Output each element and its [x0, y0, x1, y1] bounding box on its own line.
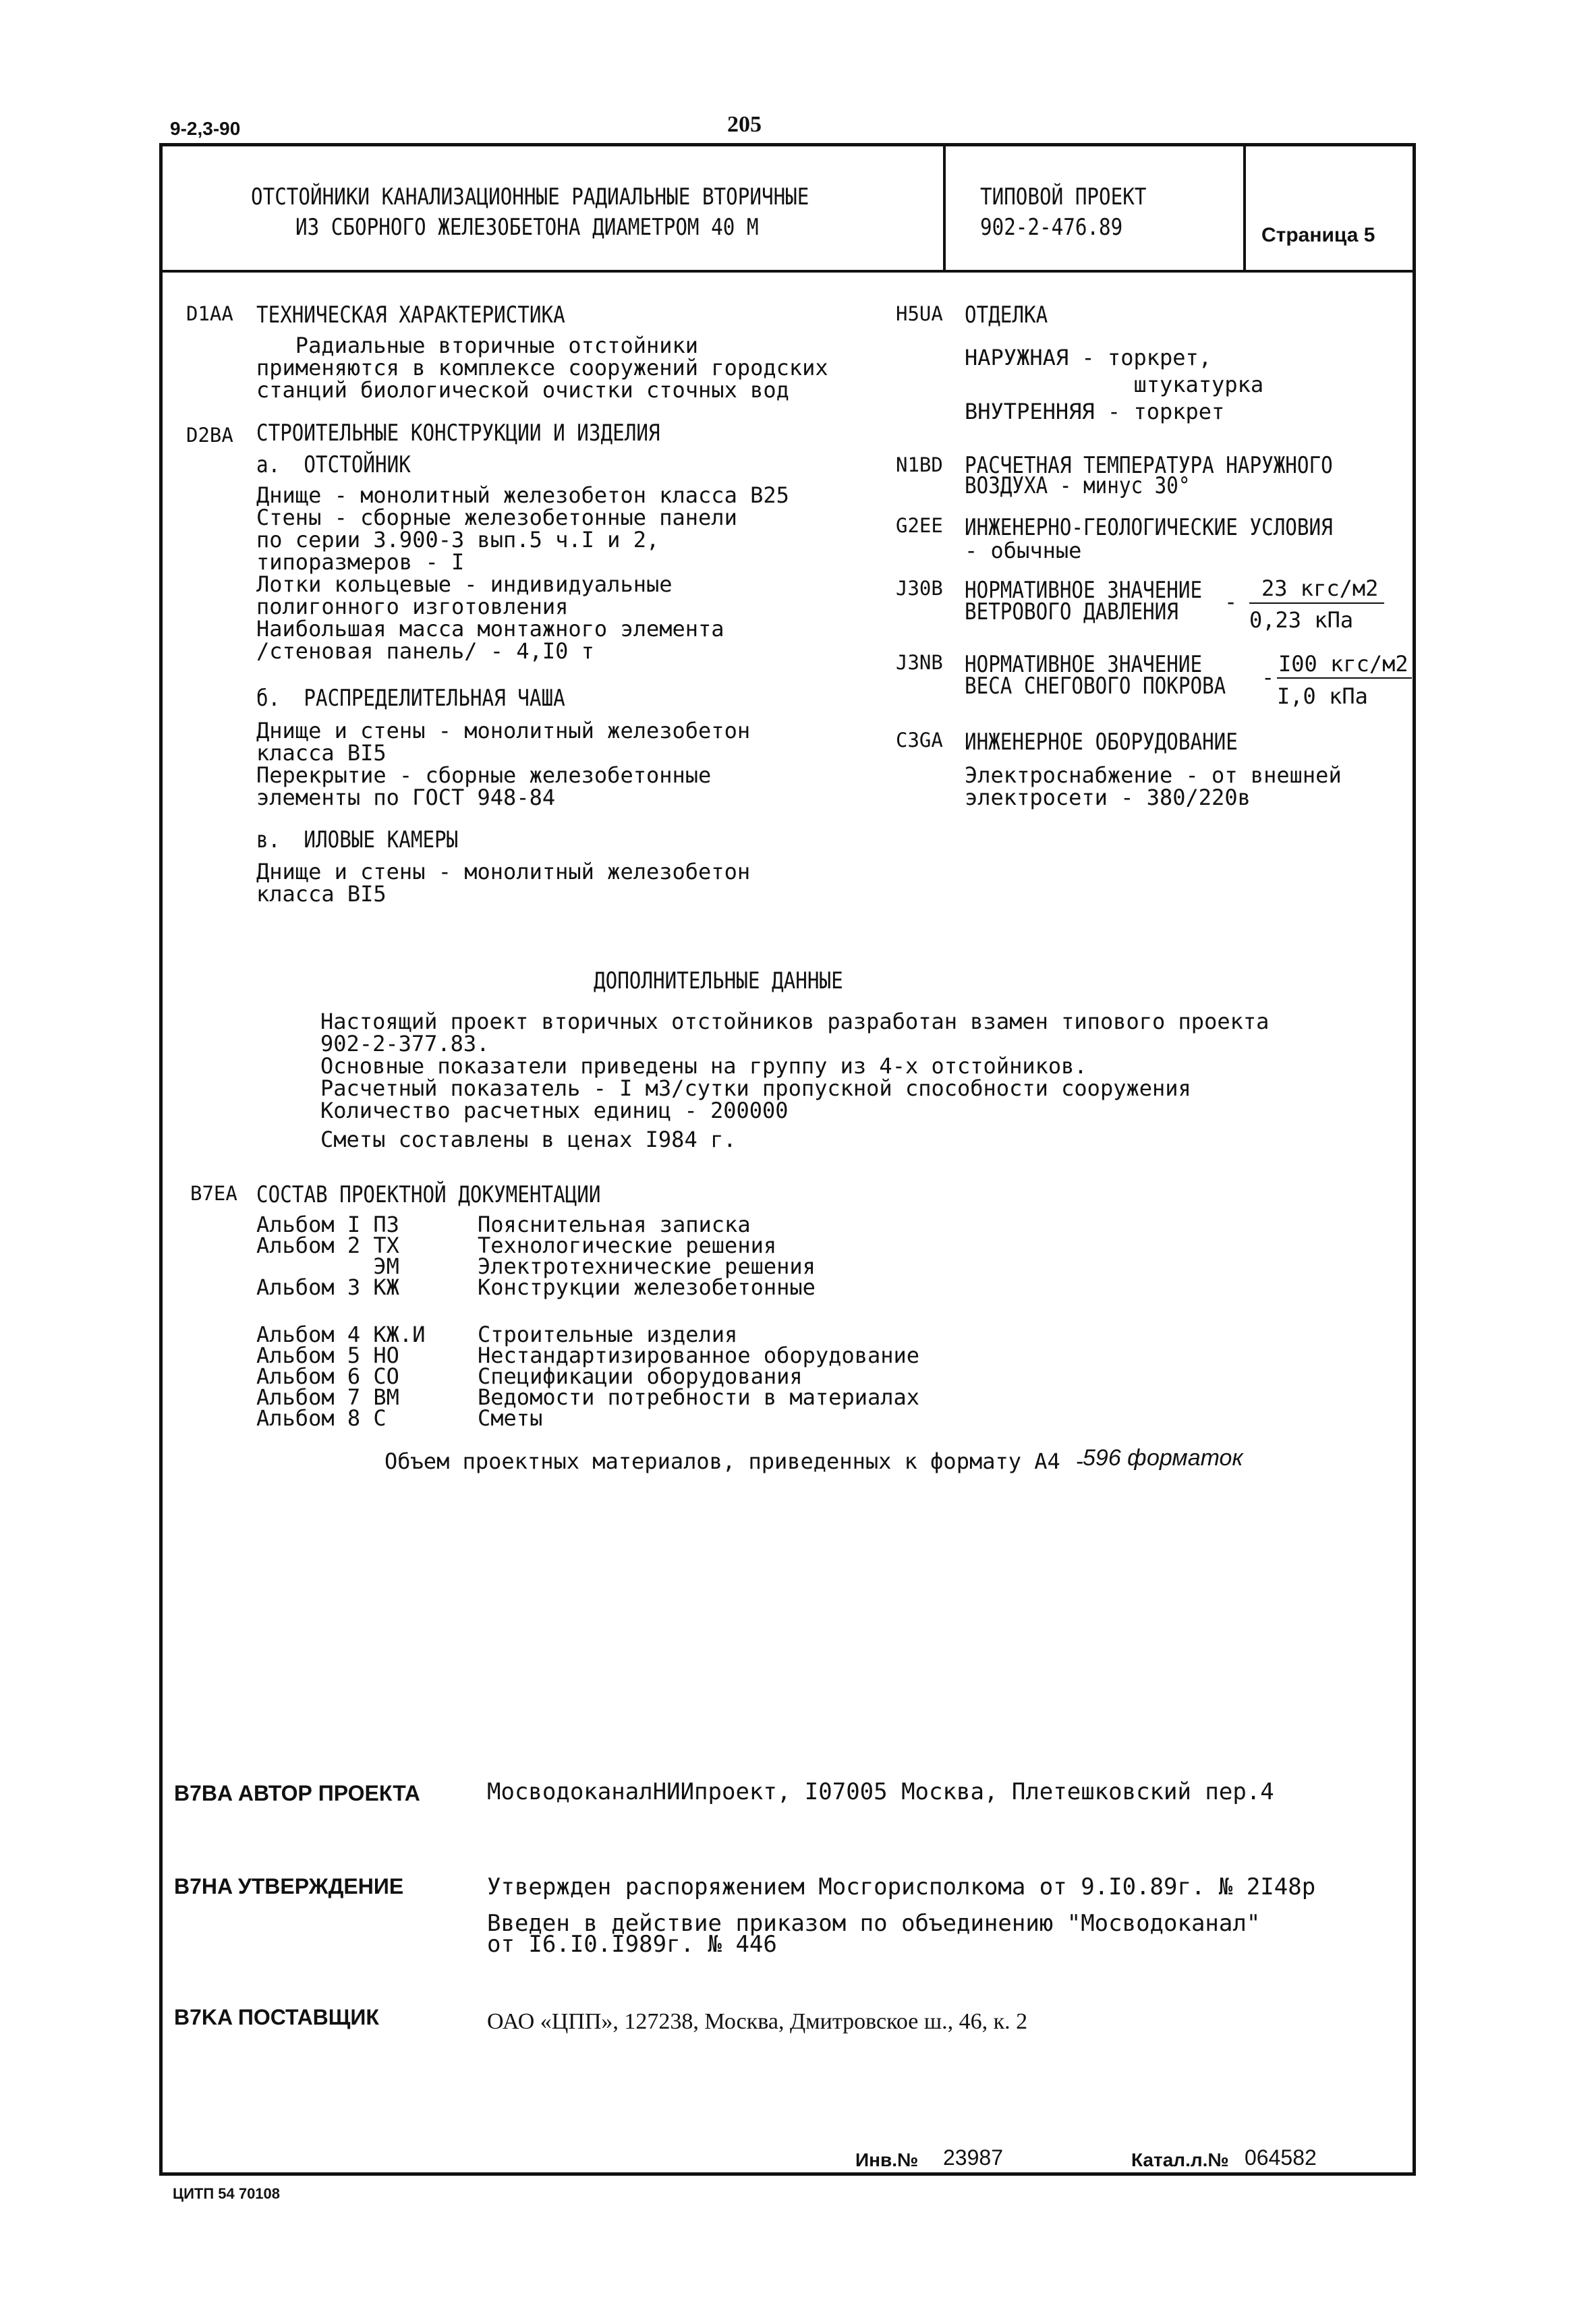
- catalog-number: 064582: [1245, 2145, 1317, 2170]
- page-frame: [159, 143, 1416, 2176]
- header-title-line1: ОТСТОЙНИКИ КАНАЛИЗАЦИОННЫЕ РАДИАЛЬНЫЕ ВТОРИЧНЫЕ: [251, 184, 809, 210]
- top-left-code: 9-2,3-90: [170, 118, 241, 139]
- snow-denominator: I,0 кПа: [1277, 683, 1368, 709]
- wind-dash: -: [1224, 589, 1238, 615]
- approval-text1: Утвержден распоряжением Мосгорисполкома от 9.I0.89г. № 2I48р: [487, 1873, 1316, 1900]
- approval-label: B7HA УТВЕРЖДЕНИЕ: [174, 1874, 404, 1898]
- albums-group2-left: Альбом 4 КЖ.И Альбом 5 НО Альбом 6 СО Альбом 7 ВМ Альбом 8 С: [256, 1322, 426, 1431]
- snow-dash: -: [1261, 665, 1275, 690]
- author-label: B7BA АВТОР ПРОЕКТА: [174, 1781, 420, 1805]
- code-n1bd: N1BD: [896, 453, 943, 476]
- temperature-line1: РАСЧЕТНАЯ ТЕМПЕРАТУРА НАРУЖНОГО: [965, 452, 1333, 479]
- code-d2ba: D2BA: [186, 424, 233, 447]
- section-title-tech: ТЕХНИЧЕСКАЯ ХАРАКТЕРИСТИКА: [256, 302, 565, 329]
- inventory-label: Инв.№: [855, 2149, 919, 2170]
- wind-line1: НОРМАТИВНОЕ ЗНАЧЕНИЕ: [965, 577, 1203, 604]
- volume-handwritten: 596 форматок: [1083, 1445, 1243, 1471]
- subsection-b-body: Днище и стены - монолитный железобетон класса BI5 Перекрытие - сборные железобетонные элементы по ГОСТ 948-84: [256, 718, 751, 810]
- engineering-equipment-body: Электроснабжение - от внешней электросети - 380/220в: [965, 762, 1342, 810]
- catalog-label: Катал.л.№: [1131, 2149, 1229, 2170]
- albums-group1-left: Альбом I ПЗ Альбом 2 ТХ ЭМ Альбом 3 КЖ: [256, 1212, 399, 1300]
- code-h5ua: H5UA: [896, 302, 943, 325]
- project-label: ТИПОВОЙ ПРОЕКТ: [980, 184, 1147, 210]
- print-code: ЦИТП 54 70108: [173, 2185, 281, 2202]
- wind-denominator: 0,23 кПа: [1249, 607, 1354, 633]
- additional-data-body: Настоящий проект вторичных отстойников разработан взамен типового проекта 902-2-377.83. Основные показатели приведены на группу из 4-х отстойников. Расчетный показатель - I м3/сутки пропускной способности сооружения Количество расчетных единиц - 200000: [320, 1009, 1270, 1123]
- code-b7ea: B7EA: [190, 1182, 237, 1205]
- supplier-label: B7KA ПОСТАВЩИК: [174, 2005, 379, 2029]
- subsection-c-body: Днище и стены - монолитный железобетон класса BI5: [256, 859, 751, 907]
- wind-line2: ВЕТРОВОГО ДАВЛЕНИЯ: [965, 598, 1178, 625]
- snow-line2: ВЕСА СНЕГОВОГО ПОКРОВА: [965, 673, 1226, 700]
- header-title-line2: ИЗ СБОРНОГО ЖЕЛЕЗОБЕТОНА ДИАМЕТРОМ 40 М: [295, 214, 759, 241]
- author-text: МосводоканалНИИпроект, I07005 Москва, Плетешковский пер.4: [487, 1778, 1274, 1805]
- page-label: Страница 5: [1261, 224, 1375, 246]
- section-title-finish: ОТДЕЛКА: [965, 302, 1048, 329]
- snow-line1: НОРМАТИВНОЕ ЗНАЧЕНИЕ: [965, 651, 1203, 678]
- section-title-constructions: СТРОИТЕЛЬНЫЕ КОНСТРУКЦИИ И ИЗДЕЛИЯ: [256, 420, 660, 447]
- wind-fraction-line: [1249, 602, 1384, 604]
- wind-numerator: 23 кгс/м2: [1261, 575, 1379, 601]
- albums-group1-right: Пояснительная записка Технологические решения Электротехнические решения Конструкции железобетонные: [478, 1212, 816, 1300]
- subsection-a-title: а. ОТСТОЙНИК: [256, 451, 411, 478]
- subsection-c-title: в. ИЛОВЫЕ КАМЕРЫ: [256, 826, 459, 853]
- documentation-title: СОСТАВ ПРОЕКТНОЙ ДОКУМЕНТАЦИИ: [256, 1181, 601, 1208]
- tech-body: Радиальные вторичные отстойники применяются в комплексе сооружений городских станций биологической очистки сточных вод: [256, 333, 828, 403]
- geology-line1: ИНЖЕНЕРНО-ГЕОЛОГИЧЕСКИЕ УСЛОВИЯ: [965, 514, 1333, 541]
- code-g2ee: G2EE: [896, 514, 943, 537]
- inventory-number: 23987: [943, 2145, 1003, 2170]
- estimates-note: Сметы составлены в ценах I984 г.: [320, 1127, 737, 1152]
- header-divider-1: [943, 146, 946, 271]
- header-divider-2: [1243, 146, 1246, 271]
- volume-text: Объем проектных материалов, приведенных к формату А4 -: [384, 1448, 1087, 1474]
- supplier-text: ОАО «ЦПП», 127238, Москва, Дмитровское ш., 46, к. 2: [487, 2009, 1028, 2034]
- temperature-line2: ВОЗДУХА - минус 30°: [965, 472, 1191, 499]
- snow-numerator: I00 кгс/м2: [1278, 651, 1408, 677]
- code-c3ga: C3GA: [896, 729, 943, 752]
- code-j30b: J30B: [896, 577, 943, 600]
- albums-group2-right: Строительные изделия Нестандартизированное оборудование Спецификации оборудования Ведомости потребности в материалах Сметы: [478, 1322, 920, 1431]
- header-bottom-line: [163, 270, 1413, 273]
- geology-line2: - обычные: [965, 538, 1082, 563]
- subsection-a-body: Днище - монолитный железобетон класса В25 Стены - сборные железобетонные панели по серии 3.900-3 вып.5 ч.I и 2, типоразмеров - I Лотки кольцевые - индивидуальные полигонного изготовления Наибольшая масса монтажного элемента /стеновая панель/ - 4,I0 т: [256, 482, 789, 664]
- additional-data-title: ДОПОЛНИТЕЛЬНЫЕ ДАННЫЕ: [594, 967, 843, 994]
- code-d1aa: D1AA: [186, 302, 233, 325]
- project-number: 902-2-476.89: [980, 214, 1123, 241]
- finish-body: НАРУЖНАЯ - торкрет, штукатурка ВНУТРЕННЯЯ - торкрет: [965, 345, 1264, 424]
- page-number: 205: [727, 112, 762, 137]
- snow-fraction-line: [1277, 677, 1412, 679]
- code-j3nb: J3NB: [896, 651, 943, 674]
- approval-text2: Введен в действие приказом по объединению "Мосводоканал" от I6.I0.I989г. № 446: [487, 1910, 1261, 1958]
- engineering-equipment-title: ИНЖЕНЕРНОЕ ОБОРУДОВАНИЕ: [965, 729, 1238, 756]
- subsection-b-title: б. РАСПРЕДЕЛИТЕЛЬНАЯ ЧАША: [256, 685, 565, 712]
